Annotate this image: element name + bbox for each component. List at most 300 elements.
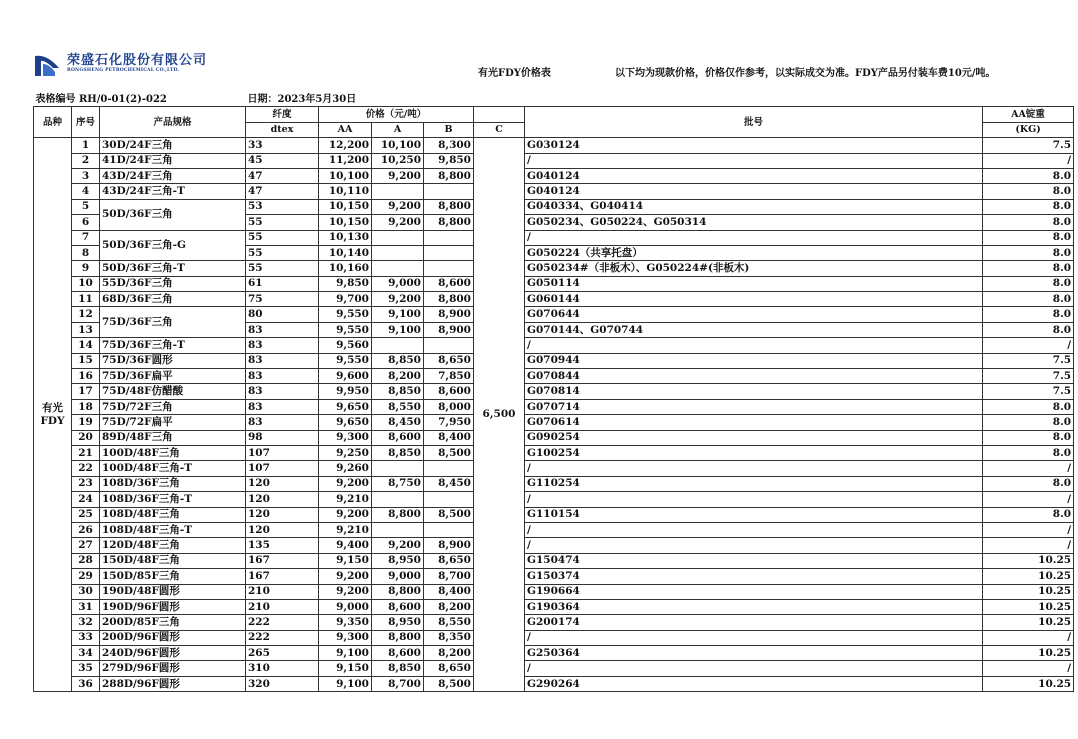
price-b-cell: 8,500: [424, 507, 474, 522]
seq-cell: 10: [72, 276, 100, 291]
weight-cell: 8.0: [983, 445, 1074, 460]
weight-cell: /: [983, 522, 1074, 537]
price-b-cell: 8,650: [424, 353, 474, 368]
spec-cell: 100D/48F三角-T: [100, 461, 246, 476]
col-grade-b: B: [424, 122, 474, 137]
dtex-cell: 83: [246, 353, 319, 368]
price-b-cell: 8,200: [424, 599, 474, 614]
spec-cell: 50D/36F三角: [100, 199, 246, 230]
price-aa-cell: 9,350: [319, 615, 372, 630]
price-aa-cell: 9,260: [319, 461, 372, 476]
price-b-cell: [424, 338, 474, 353]
spec-cell: 240D/96F圆形: [100, 646, 246, 661]
seq-cell: 32: [72, 615, 100, 630]
header-row-1: [34, 107, 1074, 122]
weight-cell: /: [983, 630, 1074, 645]
dtex-cell: 47: [246, 184, 319, 199]
seq-cell: 6: [72, 215, 100, 230]
spec-cell: 150D/48F三角: [100, 553, 246, 568]
price-aa-cell: 10,140: [319, 245, 372, 260]
table-row: [34, 199, 1074, 214]
variety-label: 有光 FDY: [40, 401, 65, 427]
spec-cell: 75D/48F仿醋酸: [100, 384, 246, 399]
weight-cell: 8.0: [983, 168, 1074, 183]
spec-cell: 108D/48F三角: [100, 507, 246, 522]
price-aa-cell: 9,000: [319, 599, 372, 614]
price-aa-cell: 9,200: [319, 507, 372, 522]
price-a-cell: 8,550: [372, 399, 424, 414]
batch-cell: G050234、G050224、G050314: [525, 215, 983, 230]
batch-cell: G070944: [525, 353, 983, 368]
dtex-cell: 210: [246, 584, 319, 599]
price-aa-cell: 9,200: [319, 584, 372, 599]
price-a-cell: 8,800: [372, 630, 424, 645]
spec-cell: 75D/72F扁平: [100, 415, 246, 430]
price-aa-cell: 9,100: [319, 646, 372, 661]
price-a-cell: 8,450: [372, 415, 424, 430]
price-b-cell: 8,800: [424, 199, 474, 214]
batch-cell: /: [525, 522, 983, 537]
price-b-cell: 8,200: [424, 646, 474, 661]
price-aa-cell: 9,300: [319, 430, 372, 445]
price-a-cell: [372, 245, 424, 260]
price-b-cell: 8,800: [424, 168, 474, 183]
seq-cell: 33: [72, 630, 100, 645]
table-row: [34, 138, 1074, 153]
table-row: [34, 507, 1074, 522]
weight-cell: 8.0: [983, 476, 1074, 491]
document-header: [33, 52, 1073, 80]
seq-cell: 19: [72, 415, 100, 430]
table-row: [34, 646, 1074, 661]
table-row: [34, 168, 1074, 183]
dtex-cell: 107: [246, 461, 319, 476]
col-weight: AA锭重: [983, 107, 1074, 122]
price-aa-cell: 9,200: [319, 569, 372, 584]
batch-cell: G150374: [525, 569, 983, 584]
price-b-cell: [424, 261, 474, 276]
price-b-cell: 7,850: [424, 369, 474, 384]
price-b-cell: 8,500: [424, 445, 474, 460]
price-b-cell: 8,000: [424, 399, 474, 414]
col-price-spacer: [474, 107, 525, 122]
price-aa-cell: 9,650: [319, 415, 372, 430]
table-row: [34, 476, 1074, 491]
weight-cell: 8.0: [983, 292, 1074, 307]
batch-cell: /: [525, 492, 983, 507]
spec-cell: 30D/24F三角: [100, 138, 246, 153]
table-row: [34, 184, 1074, 199]
price-a-cell: 8,850: [372, 445, 424, 460]
dtex-cell: 210: [246, 599, 319, 614]
table-row: [34, 538, 1074, 553]
dtex-cell: 222: [246, 630, 319, 645]
spec-cell: 75D/72F三角: [100, 399, 246, 414]
weight-cell: 10.25: [983, 569, 1074, 584]
weight-cell: /: [983, 492, 1074, 507]
spec-cell: 190D/96F圆形: [100, 599, 246, 614]
seq-cell: 5: [72, 199, 100, 214]
seq-cell: 21: [72, 445, 100, 460]
form-number: 表格编号 RH/0-01(2)-022: [35, 93, 167, 105]
col-grade-a: A: [372, 122, 424, 137]
price-aa-cell: 9,550: [319, 307, 372, 322]
weight-cell: 8.0: [983, 230, 1074, 245]
seq-cell: 23: [72, 476, 100, 491]
seq-cell: 9: [72, 261, 100, 276]
dtex-cell: 75: [246, 292, 319, 307]
spec-cell: 55D/36F三角: [100, 276, 246, 291]
seq-cell: 28: [72, 553, 100, 568]
spec-cell: 89D/48F三角: [100, 430, 246, 445]
seq-cell: 16: [72, 369, 100, 384]
batch-cell: G290264: [525, 676, 983, 691]
table-row: [34, 276, 1074, 291]
table-meta-row: [34, 92, 1074, 107]
weight-cell: 10.25: [983, 676, 1074, 691]
spec-cell: 75D/36F三角-T: [100, 338, 246, 353]
price-a-cell: 8,700: [372, 676, 424, 691]
batch-cell: G050224（共享托盘）: [525, 245, 983, 260]
table-row: [34, 676, 1074, 691]
table-row: [34, 399, 1074, 414]
dtex-cell: 310: [246, 661, 319, 676]
col-grade-aa: AA: [319, 122, 372, 137]
table-row: [34, 630, 1074, 645]
table-row: [34, 461, 1074, 476]
batch-cell: /: [525, 630, 983, 645]
seq-cell: 12: [72, 307, 100, 322]
table-row: [34, 353, 1074, 368]
seq-cell: 36: [72, 676, 100, 691]
price-aa-cell: 10,130: [319, 230, 372, 245]
price-a-cell: 9,200: [372, 215, 424, 230]
dtex-cell: 107: [246, 445, 319, 460]
table-row: [34, 522, 1074, 537]
batch-cell: G030124: [525, 138, 983, 153]
table-row: [34, 384, 1074, 399]
seq-cell: 4: [72, 184, 100, 199]
price-aa-cell: 10,160: [319, 261, 372, 276]
spec-cell: 75D/36F圆形: [100, 353, 246, 368]
weight-cell: 10.25: [983, 553, 1074, 568]
batch-cell: /: [525, 338, 983, 353]
weight-cell: /: [983, 153, 1074, 168]
price-aa-cell: 9,150: [319, 553, 372, 568]
dtex-cell: 53: [246, 199, 319, 214]
price-table-body: [34, 138, 1074, 692]
price-a-cell: 9,200: [372, 292, 424, 307]
weight-cell: 8.0: [983, 276, 1074, 291]
price-b-cell: 8,900: [424, 322, 474, 337]
price-a-cell: 8,950: [372, 553, 424, 568]
spec-cell: 75D/36F扁平: [100, 369, 246, 384]
price-a-cell: [372, 522, 424, 537]
table-row: [34, 445, 1074, 460]
price-a-cell: [372, 230, 424, 245]
price-table: [33, 92, 1074, 692]
seq-cell: 26: [72, 522, 100, 537]
price-aa-cell: 9,550: [319, 353, 372, 368]
table-row: [34, 553, 1074, 568]
price-b-cell: 8,900: [424, 538, 474, 553]
price-aa-cell: 11,200: [319, 153, 372, 168]
table-row: [34, 615, 1074, 630]
seq-cell: 20: [72, 430, 100, 445]
price-b-cell: 8,600: [424, 276, 474, 291]
weight-cell: 7.5: [983, 384, 1074, 399]
price-b-cell: 7,950: [424, 415, 474, 430]
batch-cell: G090254: [525, 430, 983, 445]
price-b-cell: 8,900: [424, 307, 474, 322]
price-aa-cell: 9,100: [319, 676, 372, 691]
company-name: [67, 54, 207, 74]
batch-cell: /: [525, 661, 983, 676]
price-aa-cell: 9,250: [319, 445, 372, 460]
company-logo-icon: [33, 52, 63, 78]
dtex-cell: 120: [246, 492, 319, 507]
price-aa-cell: 9,850: [319, 276, 372, 291]
weight-cell: 10.25: [983, 615, 1074, 630]
price-a-cell: 8,200: [372, 369, 424, 384]
batch-cell: G070844: [525, 369, 983, 384]
price-a-cell: [372, 184, 424, 199]
price-a-cell: 8,600: [372, 646, 424, 661]
spec-cell: 279D/96F圆形: [100, 661, 246, 676]
seq-cell: 29: [72, 569, 100, 584]
price-aa-cell: 10,100: [319, 168, 372, 183]
weight-cell: 8.0: [983, 184, 1074, 199]
seq-cell: 15: [72, 353, 100, 368]
seq-cell: 11: [72, 292, 100, 307]
dtex-cell: 98: [246, 430, 319, 445]
price-b-cell: [424, 184, 474, 199]
batch-cell: G250364: [525, 646, 983, 661]
price-b-cell: 8,550: [424, 615, 474, 630]
col-weight-unit: (KG): [983, 122, 1074, 137]
spec-cell: 75D/36F三角: [100, 307, 246, 338]
price-a-cell: [372, 492, 424, 507]
seq-cell: 2: [72, 153, 100, 168]
batch-cell: G190364: [525, 599, 983, 614]
price-a-cell: 8,750: [372, 476, 424, 491]
col-spec: 产品规格: [100, 107, 246, 138]
price-b-cell: [424, 245, 474, 260]
batch-cell: G190664: [525, 584, 983, 599]
table-row: [34, 230, 1074, 245]
col-denier-unit: dtex: [246, 122, 319, 137]
price-aa-cell: 9,210: [319, 522, 372, 537]
price-aa-cell: 9,650: [319, 399, 372, 414]
price-list-title: 有光FDY价格表: [478, 68, 551, 79]
price-aa-cell: 9,600: [319, 369, 372, 384]
price-aa-cell: 9,700: [319, 292, 372, 307]
table-row: [34, 584, 1074, 599]
batch-cell: /: [525, 230, 983, 245]
dtex-cell: 265: [246, 646, 319, 661]
price-aa-cell: 10,150: [319, 215, 372, 230]
seq-cell: 8: [72, 245, 100, 260]
weight-cell: 8.0: [983, 261, 1074, 276]
price-a-cell: 9,100: [372, 322, 424, 337]
price-b-cell: [424, 230, 474, 245]
dtex-cell: 167: [246, 553, 319, 568]
seq-cell: 22: [72, 461, 100, 476]
spec-cell: 150D/85F三角: [100, 569, 246, 584]
price-a-cell: [372, 261, 424, 276]
table-row: [34, 261, 1074, 276]
dtex-cell: 33: [246, 138, 319, 153]
price-a-cell: 10,100: [372, 138, 424, 153]
weight-cell: 7.5: [983, 369, 1074, 384]
batch-cell: G040124: [525, 184, 983, 199]
price-aa-cell: 9,210: [319, 492, 372, 507]
weight-cell: /: [983, 461, 1074, 476]
table-row: [34, 569, 1074, 584]
price-b-cell: 8,700: [424, 569, 474, 584]
dtex-cell: 83: [246, 369, 319, 384]
price-a-cell: 9,200: [372, 538, 424, 553]
weight-cell: 8.0: [983, 430, 1074, 445]
table-row: [34, 661, 1074, 676]
spec-cell: 200D/96F圆形: [100, 630, 246, 645]
seq-cell: 18: [72, 399, 100, 414]
weight-cell: /: [983, 661, 1074, 676]
batch-cell: G040334、G040414: [525, 199, 983, 214]
company-name-en: RONGSHENG PETROCHEMICAL CO.,LTD.: [67, 68, 180, 73]
price-a-cell: 8,850: [372, 384, 424, 399]
spec-cell: 41D/24F三角: [100, 153, 246, 168]
dtex-cell: 120: [246, 522, 319, 537]
price-b-cell: 8,450: [424, 476, 474, 491]
price-aa-cell: 10,110: [319, 184, 372, 199]
dtex-cell: 83: [246, 322, 319, 337]
seq-cell: 1: [72, 138, 100, 153]
batch-cell: G150474: [525, 553, 983, 568]
weight-cell: 8.0: [983, 415, 1074, 430]
col-batch: 批号: [525, 107, 983, 138]
variety-cell: [34, 138, 72, 692]
batch-cell: G070714: [525, 399, 983, 414]
batch-cell: G050234#（非板木）、G050224#(非板木): [525, 261, 983, 276]
dtex-cell: 83: [246, 399, 319, 414]
batch-cell: G070144、G070744: [525, 322, 983, 337]
seq-cell: 34: [72, 646, 100, 661]
price-a-cell: [372, 461, 424, 476]
weight-cell: 7.5: [983, 138, 1074, 153]
price-b-cell: 9,850: [424, 153, 474, 168]
price-a-cell: 10,250: [372, 153, 424, 168]
spec-cell: 68D/36F三角: [100, 292, 246, 307]
price-b-cell: [424, 461, 474, 476]
seq-cell: 13: [72, 322, 100, 337]
spec-cell: 50D/36F三角-T: [100, 261, 246, 276]
price-b-cell: 8,650: [424, 661, 474, 676]
weight-cell: 8.0: [983, 507, 1074, 522]
table-row: [34, 292, 1074, 307]
dtex-cell: 55: [246, 215, 319, 230]
price-aa-cell: 9,300: [319, 630, 372, 645]
price-a-cell: 8,800: [372, 507, 424, 522]
dtex-cell: 55: [246, 245, 319, 260]
seq-cell: 25: [72, 507, 100, 522]
price-aa-cell: 9,950: [319, 384, 372, 399]
weight-cell: 8.0: [983, 307, 1074, 322]
price-aa-cell: 9,560: [319, 338, 372, 353]
batch-cell: G050114: [525, 276, 983, 291]
spec-cell: 200D/85F三角: [100, 615, 246, 630]
dtex-cell: 120: [246, 507, 319, 522]
table-row: [34, 153, 1074, 168]
col-variety: 品种: [34, 107, 72, 138]
weight-cell: 8.0: [983, 199, 1074, 214]
seq-cell: 7: [72, 230, 100, 245]
spec-cell: 288D/96F圆形: [100, 676, 246, 691]
price-b-cell: 8,400: [424, 430, 474, 445]
price-b-cell: [424, 522, 474, 537]
table-row: [34, 492, 1074, 507]
weight-cell: 7.5: [983, 353, 1074, 368]
spec-cell: 50D/36F三角-G: [100, 230, 246, 261]
dtex-cell: 222: [246, 615, 319, 630]
weight-cell: 10.25: [983, 646, 1074, 661]
price-aa-cell: 9,200: [319, 476, 372, 491]
price-c-cell: 6,500: [474, 138, 525, 692]
seq-cell: 3: [72, 168, 100, 183]
price-a-cell: 9,000: [372, 276, 424, 291]
company-name-cn: 荣盛石化股份有限公司: [67, 53, 208, 68]
price-a-cell: 9,000: [372, 569, 424, 584]
seq-cell: 24: [72, 492, 100, 507]
spec-cell: 43D/24F三角: [100, 168, 246, 183]
table-row: [34, 415, 1074, 430]
seq-cell: 27: [72, 538, 100, 553]
batch-cell: /: [525, 538, 983, 553]
price-b-cell: [424, 492, 474, 507]
batch-cell: G070644: [525, 307, 983, 322]
weight-cell: 10.25: [983, 584, 1074, 599]
seq-cell: 30: [72, 584, 100, 599]
price-b-cell: 8,600: [424, 384, 474, 399]
spec-cell: 100D/48F三角: [100, 445, 246, 460]
price-a-cell: 8,800: [372, 584, 424, 599]
price-b-cell: 8,650: [424, 553, 474, 568]
batch-cell: G070614: [525, 415, 983, 430]
dtex-cell: 320: [246, 676, 319, 691]
price-b-cell: 8,350: [424, 630, 474, 645]
seq-cell: 31: [72, 599, 100, 614]
dtex-cell: 55: [246, 230, 319, 245]
dtex-cell: 55: [246, 261, 319, 276]
price-a-cell: 8,850: [372, 353, 424, 368]
batch-cell: /: [525, 153, 983, 168]
price-b-cell: 8,800: [424, 215, 474, 230]
dtex-cell: 83: [246, 415, 319, 430]
price-b-cell: 8,800: [424, 292, 474, 307]
price-a-cell: 8,600: [372, 599, 424, 614]
dtex-cell: 120: [246, 476, 319, 491]
price-aa-cell: 9,150: [319, 661, 372, 676]
price-b-cell: 8,400: [424, 584, 474, 599]
dtex-cell: 61: [246, 276, 319, 291]
table-row: [34, 599, 1074, 614]
batch-cell: /: [525, 461, 983, 476]
batch-cell: G060144: [525, 292, 983, 307]
batch-cell: G200174: [525, 615, 983, 630]
price-b-cell: 8,300: [424, 138, 474, 153]
price-aa-cell: 12,200: [319, 138, 372, 153]
price-a-cell: 9,200: [372, 168, 424, 183]
